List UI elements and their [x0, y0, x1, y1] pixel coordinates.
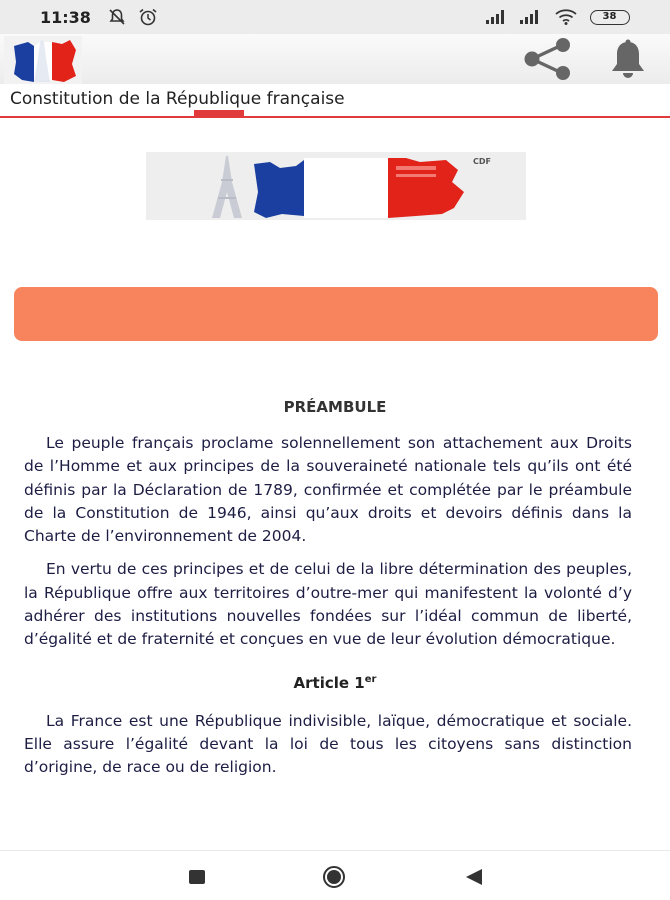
signal-icon [486, 10, 510, 24]
preamble-paragraph-1: Le peuple français proclame solennellement son attachement aux Droits de l’Homme et aux principes de la souveraineté nationale tels qu’ils ont été définis par la Déclaration de 1789, confirmée et complétée par le préambule de la Constitution de 1946, ainsi qu’aux droits et devoirs définis dans la Charte de l’environnement de 2004. [24, 434, 632, 546]
back-icon[interactable] [460, 865, 488, 889]
content-area [0, 390, 670, 780]
ad-placeholder-bar[interactable] [14, 287, 658, 341]
wifi-icon [554, 9, 578, 25]
article-1-heading [0, 674, 670, 704]
banner-label: CDF [473, 157, 491, 166]
app-bar [0, 34, 670, 84]
navigation-bar [0, 850, 670, 900]
status-time: 11:38 [40, 8, 91, 27]
status-bar [0, 0, 670, 34]
alarm-icon [138, 8, 158, 26]
battery-level: 38 [602, 11, 617, 22]
share-icon[interactable] [518, 38, 578, 80]
home-icon[interactable] [320, 865, 348, 889]
banner-image[interactable] [146, 152, 526, 220]
signal-icon [520, 10, 544, 24]
preamble-paragraph-2: En vertu de ces principes et de celui de la libre détermination des peuples, la République offre aux territoires d’outre-mer qui manifestent la volonté d’y adhérer des institutions nouvelles fondées sur l’idéal commun de liberté, d’égalité et de fraternité et conçues en vue de leur évolution démocratique. [24, 560, 632, 649]
tab-indicator [194, 110, 244, 116]
preamble-heading: PRÉAMBULE [283, 398, 387, 416]
battery-icon [590, 10, 630, 25]
article-1-paragraph: La France est une République indivisible, laïque, démocratique et sociale. Elle assure l’égalité devant la loi de tous les citoyens sans distinction d’origine, de race ou de religion. [24, 711, 632, 777]
recent-apps-icon[interactable] [183, 865, 211, 889]
france-flag-logo [4, 36, 82, 84]
article-1-superscript: er [364, 673, 377, 685]
article-1-title: Article 1 [293, 673, 365, 692]
mute-icon [108, 8, 126, 26]
bell-icon[interactable] [600, 38, 656, 80]
tab-title[interactable]: Constitution de la République française [10, 89, 345, 109]
tab-strip [0, 84, 670, 118]
